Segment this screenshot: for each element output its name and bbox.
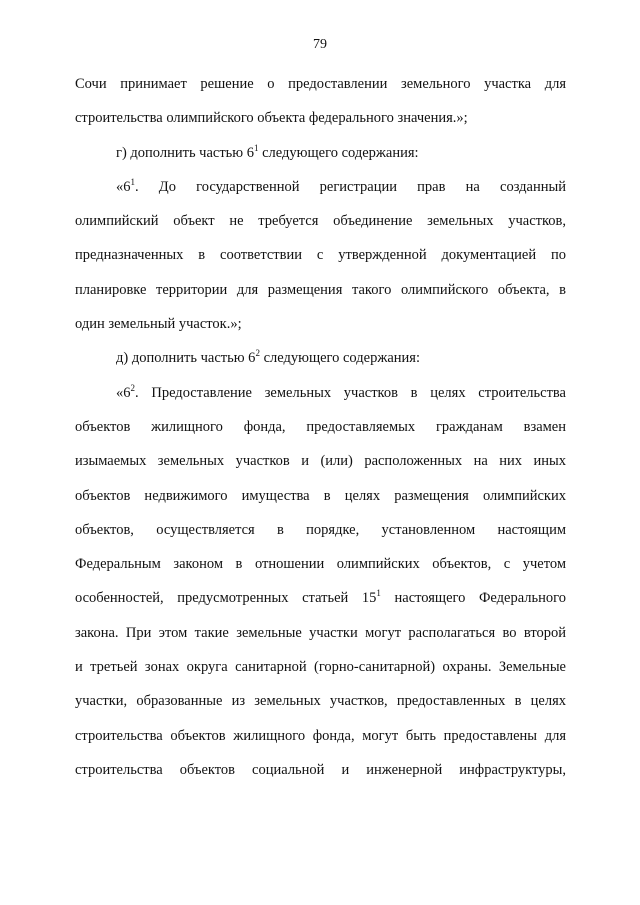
text-line: «$6^2$. Предоставление земельных участков в целях строительства xyxy=(116,382,566,401)
text-line: особенностей, предусмотренных статьей $15^1$ настоящего Федерального xyxy=(75,588,566,607)
text-line: Федеральным законом в отношении олимпийских объектов, с учетом xyxy=(75,556,566,573)
text-line: закона. При этом такие земельные участки могут располагаться во второй xyxy=(75,624,566,641)
text-line: участки, образованные из земельных участков, предоставленных в целях xyxy=(75,693,566,710)
text-line: один земельный участок.»; xyxy=(75,316,242,333)
text-line: объектов, осуществляется в порядке, установленном настоящим xyxy=(75,521,566,538)
text-line: строительства олимпийского объекта федерального значения.»; xyxy=(75,110,468,127)
text-line: Сочи принимает решение о предоставлении земельного участка для xyxy=(75,76,566,92)
text-line: г) дополнить частью $6^1$ следующего содержания: xyxy=(116,142,419,161)
text-line: олимпийский объект не требуется объединение земельных участков, xyxy=(75,213,566,230)
text-line: планировке территории для размещения такого олимпийского объекта, в xyxy=(75,281,566,298)
text-line: и третьей зонах округа санитарной (горно-санитарной) охраны. Земельные xyxy=(75,659,566,676)
text-line: изымаемых земельных участков и (или) расположенных на них иных xyxy=(75,453,566,470)
text-line: строительства объектов социальной и инженерной инфраструктуры, xyxy=(75,761,566,778)
page-number: 79 xyxy=(313,37,327,52)
text-line: д) дополнить частью $6^2$ следующего содержания: xyxy=(116,348,421,367)
text-line: предназначенных в соответствии с утвержденной документацией по xyxy=(75,247,566,264)
text-line: «$6^1$. До государственной регистрации прав на созданный xyxy=(116,176,566,195)
text-line: объектов жилищного фонда, предоставляемых гражданам взамен xyxy=(75,418,566,435)
text-line: объектов недвижимого имущества в целях размещения олимпийских xyxy=(75,487,566,504)
text-line: строительства объектов жилищного фонда, могут быть предоставлены для xyxy=(75,727,566,744)
body-text xyxy=(75,74,566,794)
